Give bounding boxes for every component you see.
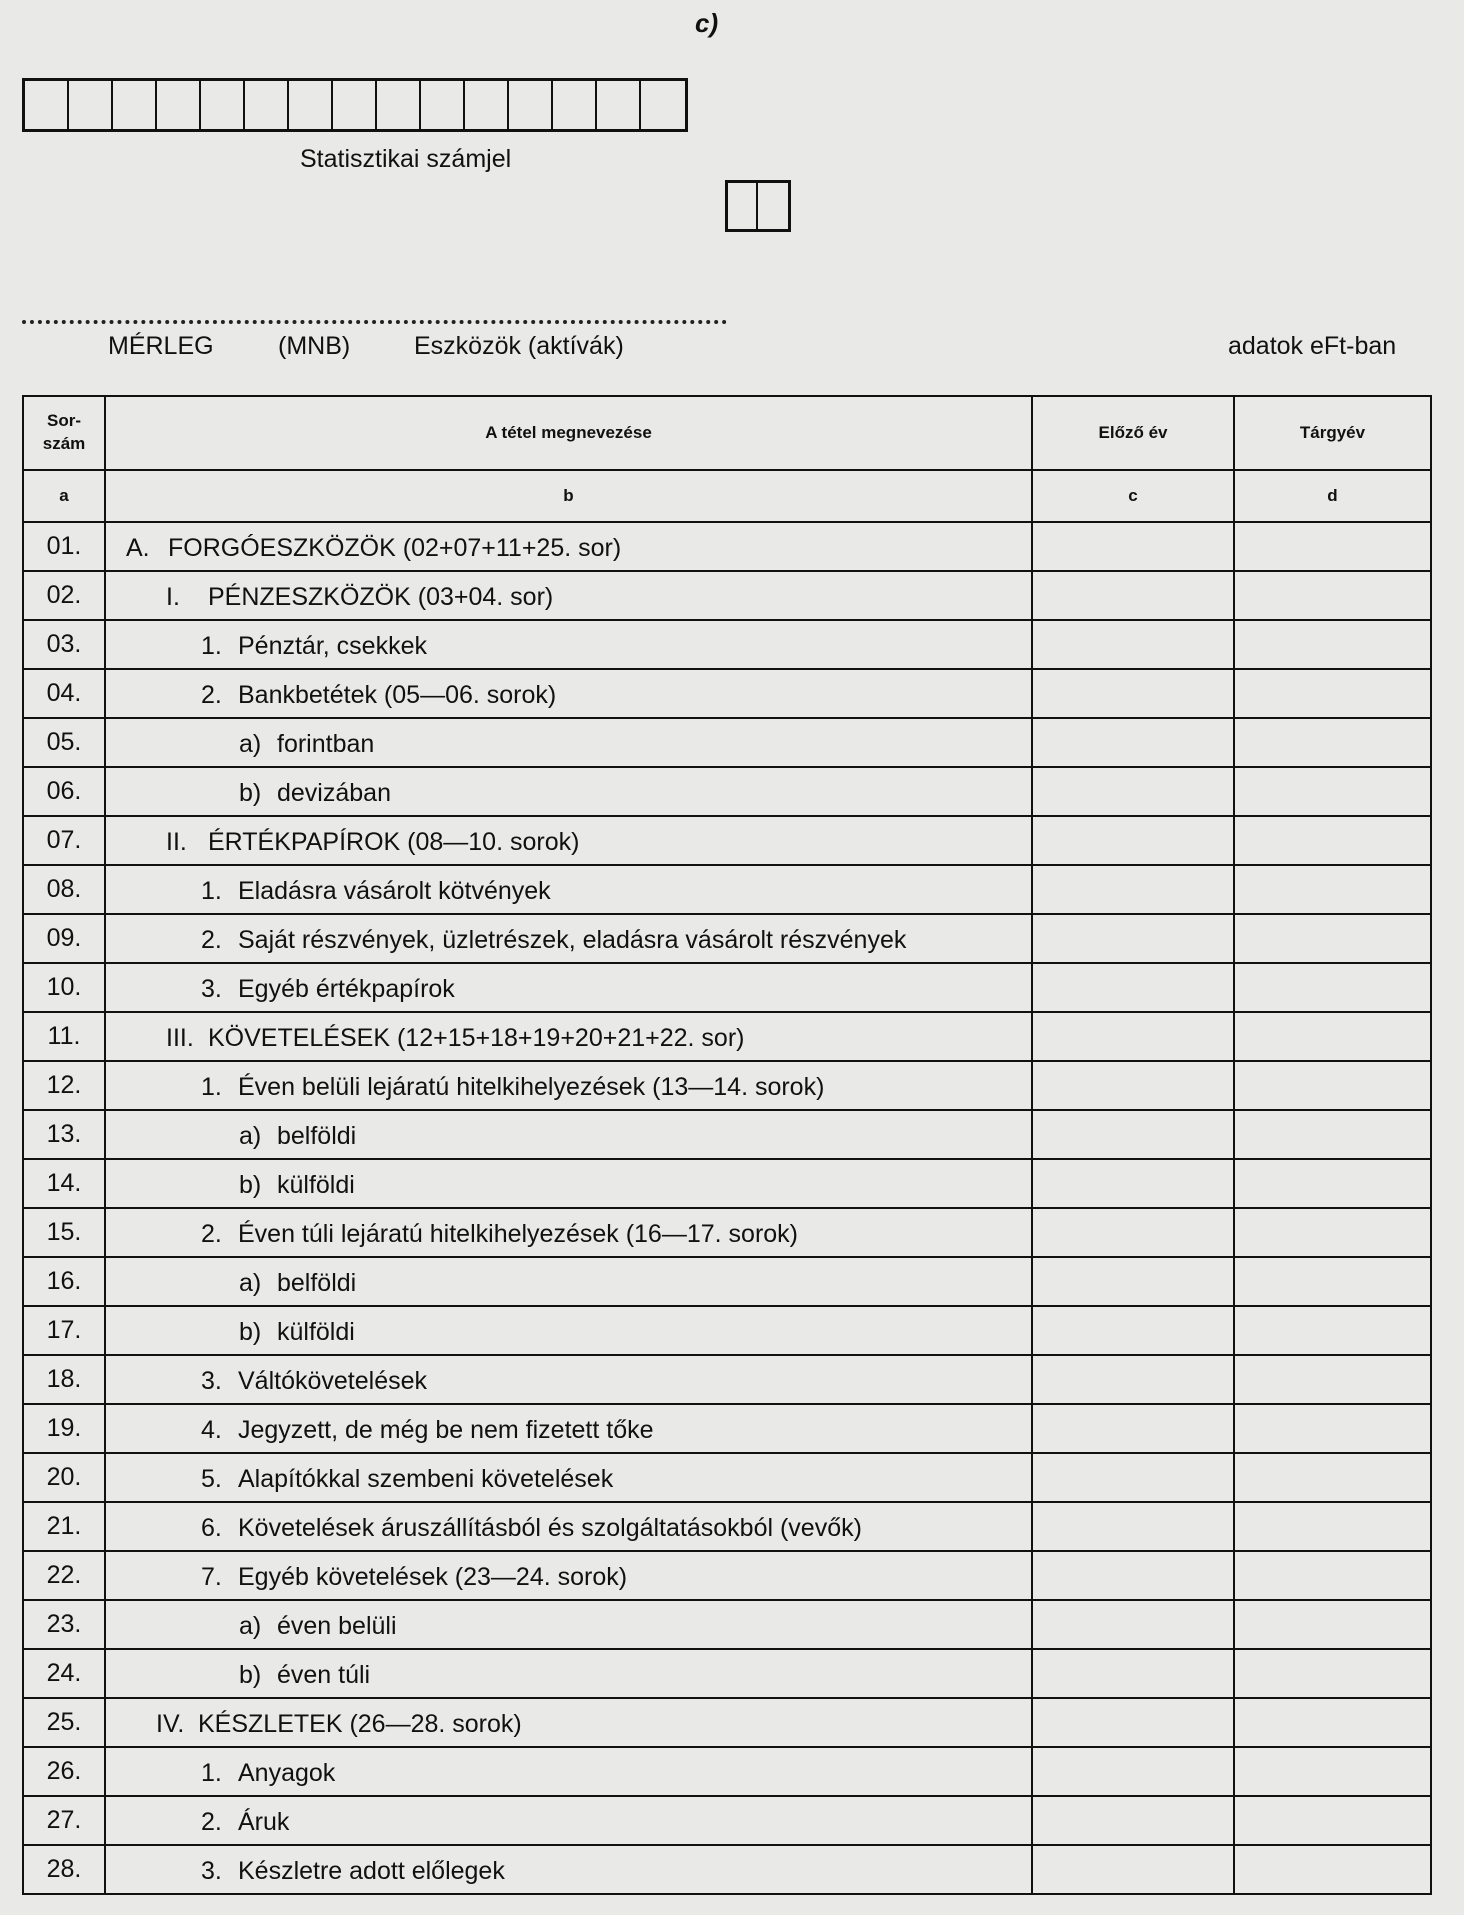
- current-year-value[interactable]: [1234, 963, 1431, 1012]
- stat-digit-box[interactable]: [333, 81, 377, 129]
- table-row: [23, 1061, 1431, 1110]
- row-number: 10.: [23, 963, 105, 1012]
- row-number: 25.: [23, 1698, 105, 1747]
- row-label-cell: [105, 522, 1032, 571]
- row-marker: IV.: [156, 1710, 185, 1738]
- row-number: 13.: [23, 1110, 105, 1159]
- row-label-cell: [105, 1453, 1032, 1502]
- row-text: Saját részvények, üzletrészek, eladásra vásárolt részvények: [238, 926, 907, 954]
- form-subtitle: Eszközök (aktívák): [414, 332, 624, 360]
- table-row: [23, 1404, 1431, 1453]
- row-text: KÖVETELÉSEK (12+15+18+19+20+21+22. sor): [208, 1024, 745, 1052]
- code-digit-box[interactable]: [728, 183, 758, 229]
- stat-digit-box[interactable]: [289, 81, 333, 129]
- row-label-cell: [105, 571, 1032, 620]
- previous-year-value[interactable]: [1032, 767, 1234, 816]
- previous-year-value[interactable]: [1032, 865, 1234, 914]
- row-text: Anyagok: [238, 1759, 336, 1787]
- stat-digit-box[interactable]: [377, 81, 421, 129]
- previous-year-value[interactable]: [1032, 620, 1234, 669]
- row-number: 18.: [23, 1355, 105, 1404]
- row-marker: 7.: [201, 1563, 222, 1591]
- table-header-row: [23, 396, 1431, 470]
- row-number: 24.: [23, 1649, 105, 1698]
- row-label-cell: [105, 865, 1032, 914]
- previous-year-value[interactable]: [1032, 1600, 1234, 1649]
- row-marker: 1.: [201, 1759, 222, 1787]
- previous-year-value[interactable]: [1032, 816, 1234, 865]
- balance-sheet-table: [22, 395, 1432, 1895]
- current-year-value[interactable]: [1234, 767, 1431, 816]
- row-text: Éven túli lejáratú hitelkihelyezések (16—17. sorok): [238, 1220, 798, 1248]
- table-row: [23, 1159, 1431, 1208]
- previous-year-value[interactable]: [1032, 914, 1234, 963]
- unit-label: adatok eFt-ban: [1228, 332, 1397, 360]
- current-year-value[interactable]: [1234, 1453, 1431, 1502]
- row-text: Egyéb értékpapírok: [238, 975, 455, 1003]
- row-number: 14.: [23, 1159, 105, 1208]
- row-label: [106, 775, 1031, 808]
- table-row: [23, 1257, 1431, 1306]
- row-text: devizában: [277, 779, 391, 807]
- stat-digit-box[interactable]: [465, 81, 509, 129]
- current-year-value[interactable]: [1234, 914, 1431, 963]
- row-label: [106, 1020, 1031, 1053]
- current-year-value[interactable]: [1234, 1208, 1431, 1257]
- table-row: [23, 1355, 1431, 1404]
- letter-a: a: [23, 470, 105, 522]
- table-row: [23, 1649, 1431, 1698]
- previous-year-value[interactable]: [1032, 1796, 1234, 1845]
- row-marker: b): [239, 1318, 262, 1346]
- letter-b: b: [105, 470, 1032, 522]
- previous-year-value[interactable]: [1032, 1404, 1234, 1453]
- row-text: Eladásra vásárolt kötvények: [238, 877, 551, 905]
- row-marker: 3.: [201, 975, 222, 1003]
- row-number: 15.: [23, 1208, 105, 1257]
- row-marker: a): [239, 730, 262, 758]
- row-label-cell: [105, 1747, 1032, 1796]
- row-number: 11.: [23, 1012, 105, 1061]
- header-targyev: Tárgyév: [1234, 396, 1431, 470]
- row-text: külföldi: [277, 1171, 355, 1199]
- statistical-id-label: Statisztikai számjel: [300, 145, 512, 173]
- row-label-cell: [105, 1012, 1032, 1061]
- letter-d: d: [1234, 470, 1431, 522]
- row-marker: 2.: [201, 926, 222, 954]
- row-marker: b): [239, 1171, 262, 1199]
- table-row: [23, 963, 1431, 1012]
- row-label: [106, 1118, 1031, 1151]
- row-number: 28.: [23, 1845, 105, 1894]
- column-letters-row: [23, 470, 1431, 522]
- code-boxes: [725, 180, 791, 232]
- row-label: [106, 1461, 1031, 1494]
- table-row: [23, 1551, 1431, 1600]
- table-row: [23, 865, 1431, 914]
- row-number: 09.: [23, 914, 105, 963]
- row-number: 04.: [23, 669, 105, 718]
- row-text: Bankbetétek (05—06. sorok): [238, 681, 557, 709]
- row-number: 17.: [23, 1306, 105, 1355]
- table-row: [23, 1845, 1431, 1894]
- row-label: [106, 579, 1031, 612]
- row-label: [106, 922, 1031, 955]
- current-year-value[interactable]: [1234, 1404, 1431, 1453]
- row-label: [106, 1412, 1031, 1445]
- previous-year-value[interactable]: [1032, 1698, 1234, 1747]
- row-label: [106, 1314, 1031, 1347]
- previous-year-value[interactable]: [1032, 571, 1234, 620]
- form-title: MÉRLEG: [108, 332, 214, 360]
- table-row: [23, 620, 1431, 669]
- row-text: Követelések áruszállításból és szolgáltatásokból (vevők): [238, 1514, 862, 1542]
- table-row: [23, 1796, 1431, 1845]
- row-text: Pénztár, csekkek: [238, 632, 427, 660]
- table-row: [23, 522, 1431, 571]
- row-text: Éven belüli lejáratú hitelkihelyezések (13—14. sorok): [238, 1073, 825, 1101]
- current-year-value[interactable]: [1234, 522, 1431, 571]
- stat-digit-box[interactable]: [641, 81, 685, 129]
- row-number: 23.: [23, 1600, 105, 1649]
- previous-year-value[interactable]: [1032, 1306, 1234, 1355]
- row-text: Áruk: [238, 1808, 290, 1836]
- row-number: 07.: [23, 816, 105, 865]
- header-elozo-ev: Előző év: [1032, 396, 1234, 470]
- row-label-cell: [105, 1208, 1032, 1257]
- row-label: [106, 873, 1031, 906]
- row-marker: b): [239, 1661, 262, 1689]
- current-year-value[interactable]: [1234, 1747, 1431, 1796]
- row-marker: 1.: [201, 1073, 222, 1101]
- row-label-cell: [105, 1649, 1032, 1698]
- row-marker: 5.: [201, 1465, 222, 1493]
- row-label-cell: [105, 1600, 1032, 1649]
- row-label-cell: [105, 1110, 1032, 1159]
- stat-digit-box[interactable]: [25, 81, 69, 129]
- previous-year-value[interactable]: [1032, 718, 1234, 767]
- row-text: ÉRTÉKPAPÍROK (08—10. sorok): [208, 828, 580, 856]
- row-text: Egyéb követelések (23—24. sorok): [238, 1563, 628, 1591]
- row-label: [106, 1363, 1031, 1396]
- table-row: [23, 1747, 1431, 1796]
- stat-digit-box[interactable]: [597, 81, 641, 129]
- table-row: [23, 669, 1431, 718]
- header-sorszam: Sor- szám: [23, 396, 105, 470]
- table-row: [23, 1208, 1431, 1257]
- row-number: 27.: [23, 1796, 105, 1845]
- row-label: [106, 1706, 1031, 1739]
- row-marker: b): [239, 779, 262, 807]
- previous-year-value[interactable]: [1032, 1453, 1234, 1502]
- row-label-cell: [105, 718, 1032, 767]
- row-marker: 6.: [201, 1514, 222, 1542]
- row-marker: I.: [166, 583, 180, 611]
- row-label-cell: [105, 1257, 1032, 1306]
- row-number: 21.: [23, 1502, 105, 1551]
- row-label: [106, 1167, 1031, 1200]
- row-marker: a): [239, 1122, 262, 1150]
- current-year-value[interactable]: [1234, 865, 1431, 914]
- current-year-value[interactable]: [1234, 669, 1431, 718]
- row-label-cell: [105, 1159, 1032, 1208]
- current-year-value[interactable]: [1234, 1159, 1431, 1208]
- row-text: Alapítókkal szembeni követelések: [238, 1465, 614, 1493]
- row-text: belföldi: [277, 1122, 357, 1150]
- row-marker: 2.: [201, 681, 222, 709]
- row-label-cell: [105, 1502, 1032, 1551]
- row-label: [106, 628, 1031, 661]
- row-number: 20.: [23, 1453, 105, 1502]
- row-label: [106, 677, 1031, 710]
- row-label-cell: [105, 767, 1032, 816]
- row-label: [106, 726, 1031, 759]
- table-row: [23, 1306, 1431, 1355]
- table-row: [23, 1502, 1431, 1551]
- table-row: [23, 1110, 1431, 1159]
- row-marker: 2.: [201, 1220, 222, 1248]
- row-number: 26.: [23, 1747, 105, 1796]
- row-marker: 3.: [201, 1857, 222, 1885]
- current-year-value[interactable]: [1234, 620, 1431, 669]
- current-year-value[interactable]: [1234, 1551, 1431, 1600]
- row-text: belföldi: [277, 1269, 357, 1297]
- row-label-cell: [105, 1845, 1032, 1894]
- row-label: [106, 1510, 1031, 1543]
- table-row: [23, 1698, 1431, 1747]
- row-number: 16.: [23, 1257, 105, 1306]
- row-label: [106, 1559, 1031, 1592]
- row-marker: 4.: [201, 1416, 222, 1444]
- table-row: [23, 1453, 1431, 1502]
- row-number: 22.: [23, 1551, 105, 1600]
- row-label-cell: [105, 1404, 1032, 1453]
- previous-year-value[interactable]: [1032, 1747, 1234, 1796]
- statistical-id-boxes: [22, 78, 688, 132]
- row-label-cell: [105, 963, 1032, 1012]
- previous-year-value[interactable]: [1032, 1061, 1234, 1110]
- current-year-value[interactable]: [1234, 1355, 1431, 1404]
- previous-year-value[interactable]: [1032, 1845, 1234, 1894]
- previous-year-value[interactable]: [1032, 1110, 1234, 1159]
- form-code: (MNB): [278, 332, 351, 360]
- previous-year-value[interactable]: [1032, 1159, 1234, 1208]
- current-year-value[interactable]: [1234, 1257, 1431, 1306]
- previous-year-value[interactable]: [1032, 669, 1234, 718]
- row-number: 19.: [23, 1404, 105, 1453]
- row-label-cell: [105, 1551, 1032, 1600]
- previous-year-value[interactable]: [1032, 1649, 1234, 1698]
- current-year-value[interactable]: [1234, 1012, 1431, 1061]
- stat-digit-box[interactable]: [69, 81, 113, 129]
- row-label-cell: [105, 1306, 1032, 1355]
- previous-year-value[interactable]: [1032, 1551, 1234, 1600]
- row-marker: 2.: [201, 1808, 222, 1836]
- stat-digit-box[interactable]: [245, 81, 289, 129]
- row-text: forintban: [277, 730, 375, 758]
- current-year-value[interactable]: [1234, 718, 1431, 767]
- current-year-value[interactable]: [1234, 1306, 1431, 1355]
- row-label: [106, 1216, 1031, 1249]
- row-label: [106, 1853, 1031, 1886]
- row-marker: a): [239, 1612, 262, 1640]
- row-text: KÉSZLETEK (26—28. sorok): [198, 1710, 522, 1738]
- row-text: Jegyzett, de még be nem fizetett tőke: [238, 1416, 654, 1444]
- stat-digit-box[interactable]: [509, 81, 553, 129]
- row-label: [106, 1069, 1031, 1102]
- row-marker: III.: [166, 1024, 194, 1052]
- row-label-cell: [105, 914, 1032, 963]
- previous-year-value[interactable]: [1032, 1208, 1234, 1257]
- row-label: [106, 1657, 1031, 1690]
- current-year-value[interactable]: [1234, 816, 1431, 865]
- row-label: [106, 971, 1031, 1004]
- row-label: [106, 1265, 1031, 1298]
- row-label-cell: [105, 1796, 1032, 1845]
- previous-year-value[interactable]: [1032, 1502, 1234, 1551]
- row-label: [106, 1804, 1031, 1837]
- row-text: FORGÓESZKÖZÖK (02+07+11+25. sor): [168, 534, 622, 562]
- stat-digit-box[interactable]: [553, 81, 597, 129]
- table-row: [23, 914, 1431, 963]
- table-row: [23, 1600, 1431, 1649]
- current-year-value[interactable]: [1234, 1600, 1431, 1649]
- current-year-value[interactable]: [1234, 571, 1431, 620]
- previous-year-value[interactable]: [1032, 1012, 1234, 1061]
- previous-year-value[interactable]: [1032, 1355, 1234, 1404]
- previous-year-value[interactable]: [1032, 522, 1234, 571]
- row-number: 02.: [23, 571, 105, 620]
- row-label-cell: [105, 1061, 1032, 1110]
- row-marker: 1.: [201, 632, 222, 660]
- stat-digit-box[interactable]: [157, 81, 201, 129]
- row-label: [106, 824, 1031, 857]
- row-marker: 1.: [201, 877, 222, 905]
- row-marker: II.: [166, 828, 187, 856]
- previous-year-value[interactable]: [1032, 963, 1234, 1012]
- row-marker: 3.: [201, 1367, 222, 1395]
- section-label: c): [695, 8, 719, 38]
- row-number: 12.: [23, 1061, 105, 1110]
- row-label-cell: [105, 669, 1032, 718]
- current-year-value[interactable]: [1234, 1502, 1431, 1551]
- row-label-cell: [105, 1698, 1032, 1747]
- current-year-value[interactable]: [1234, 1698, 1431, 1747]
- table-row: [23, 767, 1431, 816]
- current-year-value[interactable]: [1234, 1649, 1431, 1698]
- current-year-value[interactable]: [1234, 1110, 1431, 1159]
- table-row: [23, 718, 1431, 767]
- row-label-cell: [105, 620, 1032, 669]
- header-megnevezes: A tétel megnevezése: [105, 396, 1032, 470]
- row-text: éven túli: [277, 1661, 371, 1689]
- stat-digit-box[interactable]: [113, 81, 157, 129]
- row-text: Készletre adott előlegek: [238, 1857, 505, 1885]
- row-text: Váltókövetelések: [238, 1367, 428, 1395]
- row-number: 03.: [23, 620, 105, 669]
- row-marker: a): [239, 1269, 262, 1297]
- stat-digit-box[interactable]: [421, 81, 465, 129]
- code-digit-box[interactable]: [758, 183, 788, 229]
- letter-c: c: [1032, 470, 1234, 522]
- row-number: 01.: [23, 522, 105, 571]
- row-label: [106, 1755, 1031, 1788]
- current-year-value[interactable]: [1234, 1796, 1431, 1845]
- row-number: 08.: [23, 865, 105, 914]
- row-label-cell: [105, 1355, 1032, 1404]
- row-label-cell: [105, 816, 1032, 865]
- row-label: [106, 1608, 1031, 1641]
- row-number: 06.: [23, 767, 105, 816]
- current-year-value[interactable]: [1234, 1061, 1431, 1110]
- row-text: külföldi: [277, 1318, 355, 1346]
- table-row: [23, 816, 1431, 865]
- table-row: [23, 1012, 1431, 1061]
- stat-digit-box[interactable]: [201, 81, 245, 129]
- row-label: [106, 530, 1031, 563]
- row-marker: A.: [126, 534, 150, 562]
- row-text: éven belüli: [277, 1612, 397, 1640]
- dotted-signature-line: [22, 320, 727, 324]
- previous-year-value[interactable]: [1032, 1257, 1234, 1306]
- current-year-value[interactable]: [1234, 1845, 1431, 1894]
- row-number: 05.: [23, 718, 105, 767]
- row-text: PÉNZESZKÖZÖK (03+04. sor): [208, 583, 554, 611]
- table-row: [23, 571, 1431, 620]
